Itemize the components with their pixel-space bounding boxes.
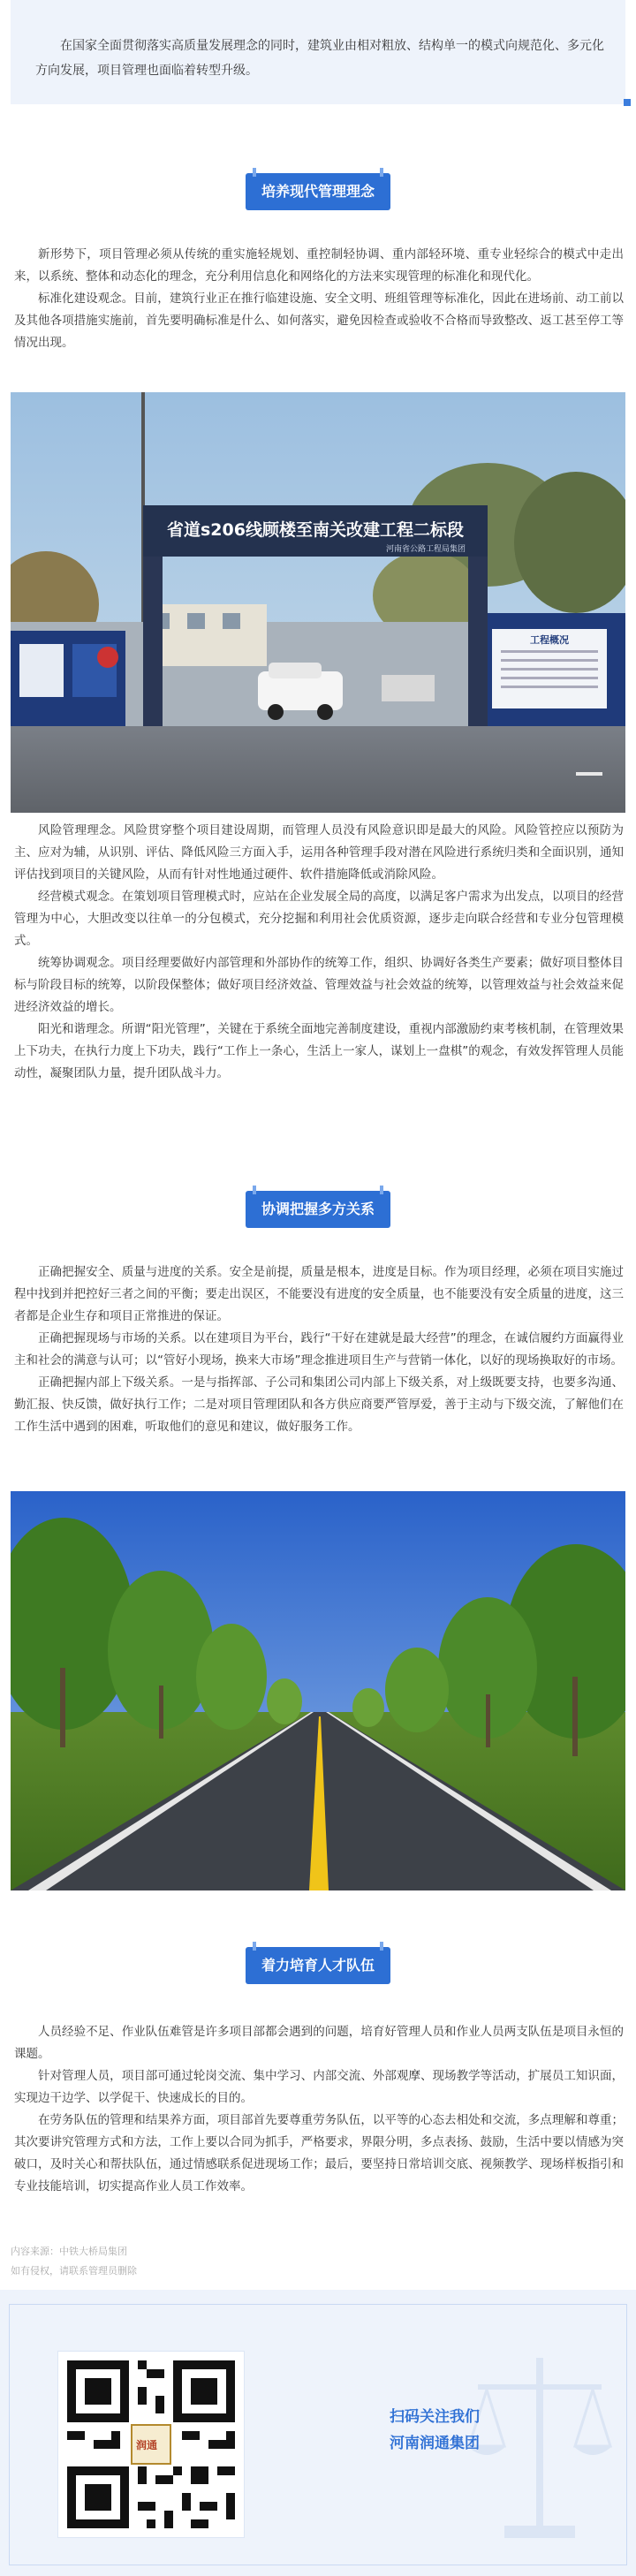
intro-corner-mark	[624, 99, 631, 106]
intro-text: 在国家全面贯彻落实高质量发展理念的同时，建筑业由相对粗放、结构单一的模式向规范化、多元化方向发展，项目管理也面临着转型升级。	[35, 39, 604, 78]
content-source: 内容来源：中铁大桥局集团	[11, 2246, 127, 2257]
paragraph: 人员经验不足、作业队伍难管是许多项目部都会遇到的问题，培育好管理人员和作业人员两支队伍是项目永恒的课题。	[14, 2025, 624, 2061]
construction-site-photo	[11, 392, 625, 813]
paragraph: 经营模式观念。在策划项目管理模式时，应站在企业发展全局的高度，以满足客户需求为出发点，以项目的经营管理为中心，大胆改变以往单一的分包模式，充分挖掘和利用社会优质资源，逐步走向联合经营和专业分包管理模式。	[14, 890, 624, 948]
paragraph: 新形势下，项目管理必须从传统的重实施轻规划、重控制轻协调、重内部轻环境、重专业轻综合的模式中走出来，以系统、整体和动态化的理念，充分利用信息化和网络化的方法来实现管理的标准化和现代化。	[14, 247, 624, 284]
site-gate-sign-sub: 河南省公路工程局集团	[385, 545, 466, 554]
section-title-2	[0, 1191, 636, 1228]
paragraph: 正确把握现场与市场的关系。以在建项目为平台，践行“干好在建就是最大经营”的理念，在诚信履约方面赢得业主和社会的满意与认可；以“管好小现场，换来大市场”理念推进项目生产与营销一体化，以好的现场换取好的市场。	[14, 1331, 624, 1368]
follow-us-text: 扫码关注我们	[390, 2408, 480, 2426]
section-title-3	[0, 1947, 636, 1984]
site-board-title: 工程概况	[530, 634, 569, 646]
site-gate-sign: 省道s206线顾楼至南关改建工程二标段	[167, 520, 464, 540]
paragraph: 风险管理理念。风险贯穿整个项目建设周期，而管理人员没有风险意识即是最大的风险。风险管控应以预防为主、应对为辅，从识别、评估、降低风险三方面入手，运用各种管理手段对潜在风险进行系统归类和全面识别，通知评估找到项目的关键风险，从而有针对性地通过硬件、软件措施降低或消除风险。	[14, 823, 624, 882]
section-title-label: 着力培育人才队伍	[246, 1947, 390, 1984]
qr-card-frame	[9, 2304, 627, 2565]
section-2-paragraphs	[14, 1261, 624, 1438]
paragraph: 统筹协调观念。项目经理要做好内部管理和外部协作的统筹工作，组织、协调好各类生产要素；做好项目整体目标与阶段目标的统筹，以阶段保整体；做好项目经济效益、管理效益与社会效益的统筹，以管理效益与社会效益来促进经济效益的增长。	[14, 956, 624, 1014]
section-title-label: 培养现代管理理念	[246, 173, 390, 210]
section-title-label: 协调把握多方关系	[246, 1191, 390, 1228]
paragraph: 在劳务队伍的管理和结果养方面，项目部首先要尊重劳务队伍，以平等的心态去相处和交流，多点理解和尊重；其次要讲究管理方式和方法，工作上要以合同为抓手，严格要求，界限分明，多点表扬、鼓励，生活中要以情感为突破口，及时关心和帮扶队伍，通过情感联系促进现场工作；最后，要坚持日常培训交底、视频教学、现场样板指引和专业技能培训，切实提高作业人员工作效率。	[14, 2113, 624, 2193]
section-1-paragraphs-b	[14, 820, 624, 1085]
paragraph: 正确把握安全、质量与进度的关系。安全是前提，质量是根本，进度是目标。作为项目经理，必须在项目实施过程中找到并把控好三者之间的平衡；要走出误区，不能要没有进度的安全质量，也不能要没有安全质量的进度，这三者都是企业生存和项目正常推进的保证。	[14, 1265, 624, 1323]
copyright-disclaimer: 如有侵权，请联系管理员删除	[11, 2265, 137, 2277]
intro-box	[11, 0, 625, 104]
scales-of-justice-icon	[460, 2340, 619, 2552]
section-title-1	[0, 173, 636, 210]
qr-code	[57, 2351, 245, 2538]
road-photo	[11, 1491, 625, 1890]
paragraph: 标准化建设观念。目前，建筑行业正在推行临建设施、安全文明、班组管理等标准化，因此在进场前、动工前以及其他各项措施实施前，首先要明确标准是什么、如何落实，避免因检查或验收不合格而导致整改、返工甚至停工等情况出现。	[14, 292, 624, 350]
paragraph: 阳光和谐理念。所谓“阳光管理”，关键在于系统全面地完善制度建设，重视内部激励约束考核机制，在管理效果上下功夫，在执行力度上下功夫，践行“工作上一条心，生活上一家人，谋划上一盘棋”的观念，有效发挥管理人员能动性，凝聚团队力量，提升团队战斗力。	[14, 1022, 624, 1080]
section-1-paragraphs-a	[14, 244, 624, 354]
section-3-paragraphs	[14, 2021, 624, 2198]
qr-follow-card	[0, 2290, 636, 2576]
paragraph: 针对管理人员，项目部可通过轮岗交流、集中学习、内部交流、外部观摩、现场教学等活动，扩展员工知识面，实现边干边学、以学促干、快速成长的目的。	[14, 2069, 624, 2105]
company-name-text: 河南润通集团	[390, 2435, 480, 2452]
paragraph: 正确把握内部上下级关系。一是与指挥部、子公司和集团公司内部上下级关系，对上级既要支持，也要多沟通、勤汇报、快反馈，做好执行工作；二是对项目管理团队和各方供应商要严管厚爱，善于主动与下级交流，了解他们在工作生活中遇到的困难，听取他们的意见和建议，做好服务工作。	[14, 1375, 624, 1434]
qr-logo-text: 润通	[136, 2439, 158, 2451]
